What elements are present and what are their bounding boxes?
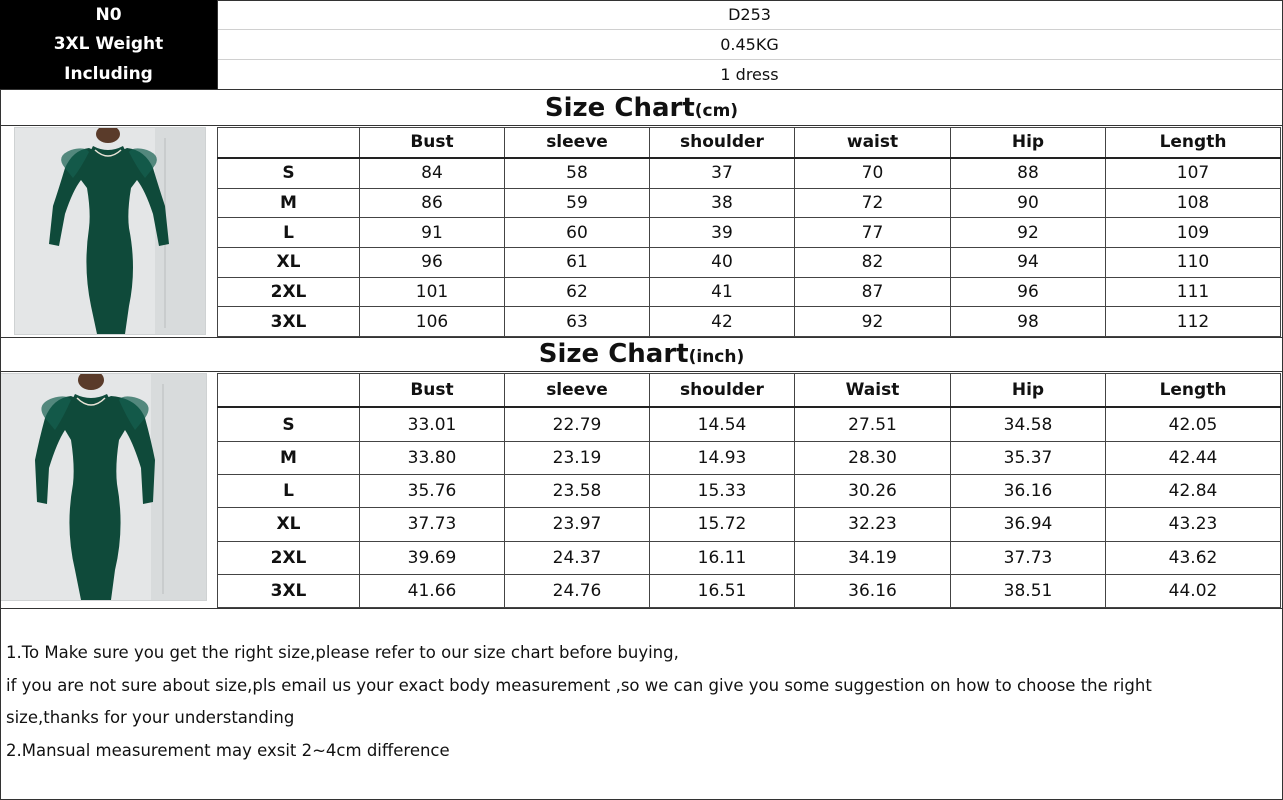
measurement-cell: 41 <box>650 277 795 307</box>
note-line-3: size,thanks for your understanding <box>6 708 295 727</box>
measurement-cell: 72 <box>795 188 951 218</box>
inch-dress-photo <box>0 373 207 601</box>
cm-header-waist: waist <box>795 128 951 158</box>
note-line-1: 1.To Make sure you get the right size,please refer to our size chart before buying, <box>6 643 679 662</box>
table-row <box>218 508 1281 541</box>
inch-chart-title <box>0 336 1283 375</box>
size-label: 3XL <box>218 574 360 607</box>
measurement-cell: 39 <box>650 218 795 248</box>
measurement-cell: 110 <box>1106 248 1281 278</box>
measurement-cell: 70 <box>795 158 951 188</box>
size-label: L <box>218 475 360 508</box>
measurement-cell: 22.79 <box>505 407 650 441</box>
measurement-cell: 43.23 <box>1106 508 1281 541</box>
measurement-cell: 15.72 <box>650 508 795 541</box>
measurement-cell: 37.73 <box>951 541 1106 574</box>
size-label: S <box>218 407 360 441</box>
cm-header-shoulder: shoulder <box>650 128 795 158</box>
measurement-cell: 43.62 <box>1106 541 1281 574</box>
cm-header-size <box>218 128 360 158</box>
table-row <box>218 441 1281 474</box>
measurement-cell: 63 <box>505 307 650 337</box>
info-value-weight: 0.45KG <box>218 30 1281 60</box>
measurement-cell: 61 <box>505 248 650 278</box>
size-label: 2XL <box>218 541 360 574</box>
measurement-cell: 41.66 <box>360 574 505 607</box>
measurement-cell: 96 <box>951 277 1106 307</box>
measurement-cell: 34.58 <box>951 407 1106 441</box>
cm-chart-unit: (cm) <box>694 101 739 121</box>
measurement-cell: 107 <box>1106 158 1281 188</box>
table-row <box>218 188 1281 218</box>
inch-header-waist: Waist <box>795 374 951 408</box>
inch-header-length: Length <box>1106 374 1281 408</box>
inch-chart-unit: (inch) <box>688 347 745 367</box>
measurement-cell: 92 <box>795 307 951 337</box>
measurement-cell: 24.76 <box>505 574 650 607</box>
measurement-cell: 87 <box>795 277 951 307</box>
measurement-cell: 59 <box>505 188 650 218</box>
note-line-2: if you are not sure about size,pls email us your exact body measurement ,so we can give you some suggestion on how to choose the right <box>6 676 1152 695</box>
cm-chart-title <box>0 90 1283 129</box>
info-label-weight: 3XL Weight <box>53 34 164 54</box>
inch-table-header-row <box>218 374 1281 408</box>
info-labels-panel <box>0 0 217 89</box>
table-row <box>218 307 1281 337</box>
measurement-cell: 35.76 <box>360 475 505 508</box>
table-row <box>218 218 1281 248</box>
measurement-cell: 106 <box>360 307 505 337</box>
table-row <box>218 248 1281 278</box>
measurement-cell: 37 <box>650 158 795 188</box>
measurement-cell: 28.30 <box>795 441 951 474</box>
size-label: XL <box>218 508 360 541</box>
measurement-cell: 34.19 <box>795 541 951 574</box>
cm-header-length: Length <box>1106 128 1281 158</box>
measurement-cell: 42.84 <box>1106 475 1281 508</box>
size-label: 2XL <box>218 277 360 307</box>
inch-size-table <box>217 373 1281 608</box>
measurement-cell: 42.44 <box>1106 441 1281 474</box>
measurement-cell: 84 <box>360 158 505 188</box>
table-row <box>218 277 1281 307</box>
cm-chart-title-text: Size Chart <box>544 93 695 123</box>
measurement-cell: 36.16 <box>951 475 1106 508</box>
measurement-cell: 27.51 <box>795 407 951 441</box>
measurement-cell: 58 <box>505 158 650 188</box>
measurement-cell: 92 <box>951 218 1106 248</box>
size-label: 3XL <box>218 307 360 337</box>
measurement-cell: 109 <box>1106 218 1281 248</box>
table-row <box>218 574 1281 607</box>
measurement-cell: 23.58 <box>505 475 650 508</box>
measurement-cell: 90 <box>951 188 1106 218</box>
cm-size-table <box>217 127 1281 337</box>
table-row <box>218 407 1281 441</box>
measurement-cell: 14.93 <box>650 441 795 474</box>
info-label-number: N0 <box>95 5 122 25</box>
measurement-cell: 42 <box>650 307 795 337</box>
measurement-cell: 88 <box>951 158 1106 188</box>
measurement-cell: 111 <box>1106 277 1281 307</box>
measurement-cell: 14.54 <box>650 407 795 441</box>
measurement-cell: 32.23 <box>795 508 951 541</box>
measurement-cell: 36.16 <box>795 574 951 607</box>
note-line-4: 2.Mansual measurement may exsit 2~4cm difference <box>6 741 450 760</box>
info-label-including: Including <box>64 64 153 84</box>
notes-section <box>0 608 1283 800</box>
measurement-cell: 42.05 <box>1106 407 1281 441</box>
measurement-cell: 33.01 <box>360 407 505 441</box>
measurement-cell: 82 <box>795 248 951 278</box>
measurement-cell: 16.11 <box>650 541 795 574</box>
measurement-cell: 36.94 <box>951 508 1106 541</box>
dress-figure-icon <box>1 374 206 600</box>
inch-header-sleeve: sleeve <box>505 374 650 408</box>
inch-header-bust: Bust <box>360 374 505 408</box>
measurement-cell: 38 <box>650 188 795 218</box>
measurement-cell: 23.97 <box>505 508 650 541</box>
size-label: M <box>218 441 360 474</box>
cm-header-hip: Hip <box>951 128 1106 158</box>
measurement-cell: 40 <box>650 248 795 278</box>
size-label: M <box>218 188 360 218</box>
info-value-number: D253 <box>218 0 1281 30</box>
measurement-cell: 86 <box>360 188 505 218</box>
size-label: L <box>218 218 360 248</box>
measurement-cell: 33.80 <box>360 441 505 474</box>
measurement-cell: 98 <box>951 307 1106 337</box>
measurement-cell: 44.02 <box>1106 574 1281 607</box>
info-value-including: 1 dress <box>720 65 779 84</box>
inch-header-shoulder: shoulder <box>650 374 795 408</box>
cm-header-sleeve: sleeve <box>505 128 650 158</box>
measurement-cell: 35.37 <box>951 441 1106 474</box>
size-label: XL <box>218 248 360 278</box>
table-row <box>218 475 1281 508</box>
cm-header-bust: Bust <box>360 128 505 158</box>
size-label: S <box>218 158 360 188</box>
measurement-cell: 60 <box>505 218 650 248</box>
measurement-cell: 94 <box>951 248 1106 278</box>
measurement-cell: 23.19 <box>505 441 650 474</box>
measurement-cell: 108 <box>1106 188 1281 218</box>
measurement-cell: 112 <box>1106 307 1281 337</box>
measurement-cell: 24.37 <box>505 541 650 574</box>
measurement-cell: 96 <box>360 248 505 278</box>
measurement-cell: 62 <box>505 277 650 307</box>
cm-table-header-row <box>218 128 1281 158</box>
measurement-cell: 16.51 <box>650 574 795 607</box>
product-info <box>0 0 1283 89</box>
measurement-cell: 37.73 <box>360 508 505 541</box>
measurement-cell: 39.69 <box>360 541 505 574</box>
inch-chart-title-text: Size Chart <box>538 339 689 369</box>
measurement-cell: 77 <box>795 218 951 248</box>
measurement-cell: 101 <box>360 277 505 307</box>
measurement-cell: 15.33 <box>650 475 795 508</box>
measurement-cell: 30.26 <box>795 475 951 508</box>
cm-dress-photo <box>14 127 206 335</box>
measurement-cell: 38.51 <box>951 574 1106 607</box>
measurement-cell: 91 <box>360 218 505 248</box>
table-row <box>218 541 1281 574</box>
inch-header-size <box>218 374 360 408</box>
inch-header-hip: Hip <box>951 374 1106 408</box>
dress-figure-icon <box>15 128 205 334</box>
table-row <box>218 158 1281 188</box>
